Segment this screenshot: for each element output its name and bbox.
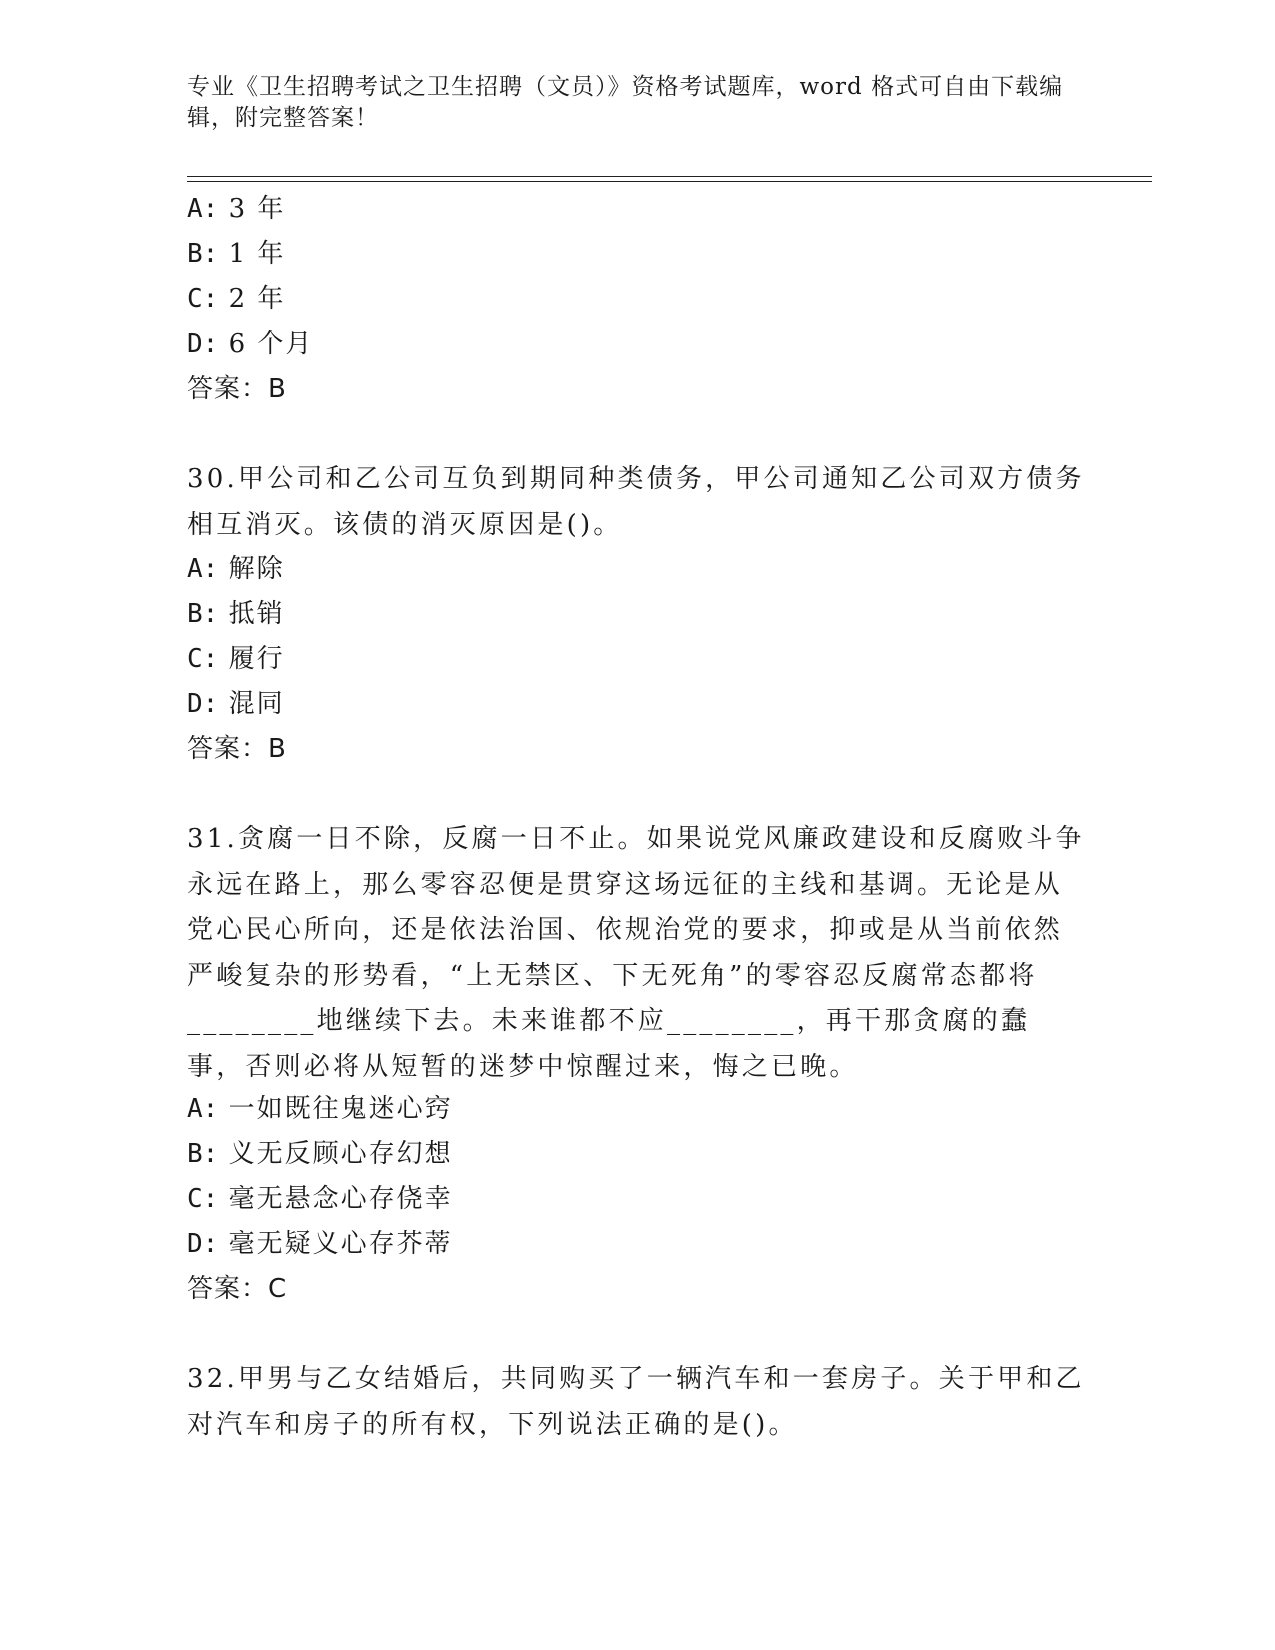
q30-answer: 答案：B	[187, 734, 287, 764]
option-text: 解除	[228, 554, 285, 584]
option-label: A:	[187, 194, 219, 224]
option-label: B:	[187, 239, 219, 269]
option-label: A:	[187, 1094, 219, 1124]
option-label: B:	[187, 1139, 219, 1169]
option-label: C:	[187, 284, 219, 314]
option-text: 6 个月	[228, 329, 314, 359]
q32-question: 32.甲男与乙女结婚后，共同购买了一辆汽车和一套房子。关于甲和乙对汽车和房子的所有权，下列说法正确的是()。	[187, 1364, 1085, 1440]
q29-option-d	[187, 328, 313, 360]
option-text: 履行	[228, 644, 285, 674]
option-label: D:	[187, 329, 219, 359]
header-divider-secondary	[187, 181, 1152, 182]
option-label: D:	[187, 1229, 219, 1259]
q30-option-b	[187, 598, 285, 630]
option-text: 混同	[228, 689, 285, 719]
q29-answer: 答案：B	[187, 374, 287, 404]
q31-option-c	[187, 1183, 453, 1215]
q31-option-a	[187, 1093, 453, 1125]
option-label: D:	[187, 689, 219, 719]
q29-option-b	[187, 238, 285, 270]
q30-option-a	[187, 553, 285, 585]
q30-question: 30.甲公司和乙公司互负到期同种类债务，甲公司通知乙公司双方债务相互消灭。该债的消灭原因是()。	[187, 464, 1085, 540]
option-text: 1 年	[228, 239, 286, 269]
option-text: 一如既往鬼迷心窍	[228, 1094, 453, 1124]
option-text: 毫无悬念心存侥幸	[228, 1184, 453, 1214]
option-label: C:	[187, 644, 219, 674]
option-text: 抵销	[228, 599, 285, 629]
q31-option-b	[187, 1138, 453, 1170]
option-text: 毫无疑义心存芥蒂	[228, 1229, 453, 1259]
document-header: 专业《卫生招聘考试之卫生招聘（文员）》资格考试题库，word 格式可自由下载编辑，附完整答案！	[187, 74, 1064, 131]
option-text: 2 年	[228, 284, 286, 314]
option-label: C:	[187, 1184, 219, 1214]
q31-question: 31.贪腐一日不除，反腐一日不止。如果说党风廉政建设和反腐败斗争永远在路上，那么零容忍便是贯穿这场远征的主线和基调。无论是从党心民心所向，还是依法治国、依规治党的要求，抑或是从当前依然严峻复杂的形势看，“上无禁区、下无死角”的零容忍反腐常态都将________地继续下去。未来谁都不应________，再干那贪腐的蠢事，否则必将从短暂的迷梦中惊醒过来，悔之已晚。	[187, 824, 1085, 1082]
option-label: A:	[187, 554, 219, 584]
q29-option-c	[187, 283, 285, 315]
q30-option-d	[187, 688, 285, 720]
q31-answer: 答案：C	[187, 1274, 288, 1304]
option-text: 3 年	[228, 194, 286, 224]
q29-option-a	[187, 193, 285, 225]
option-label: B:	[187, 599, 219, 629]
q30-option-c	[187, 643, 285, 675]
q31-option-d	[187, 1228, 453, 1260]
header-divider	[187, 176, 1152, 177]
option-text: 义无反顾心存幻想	[228, 1139, 453, 1169]
